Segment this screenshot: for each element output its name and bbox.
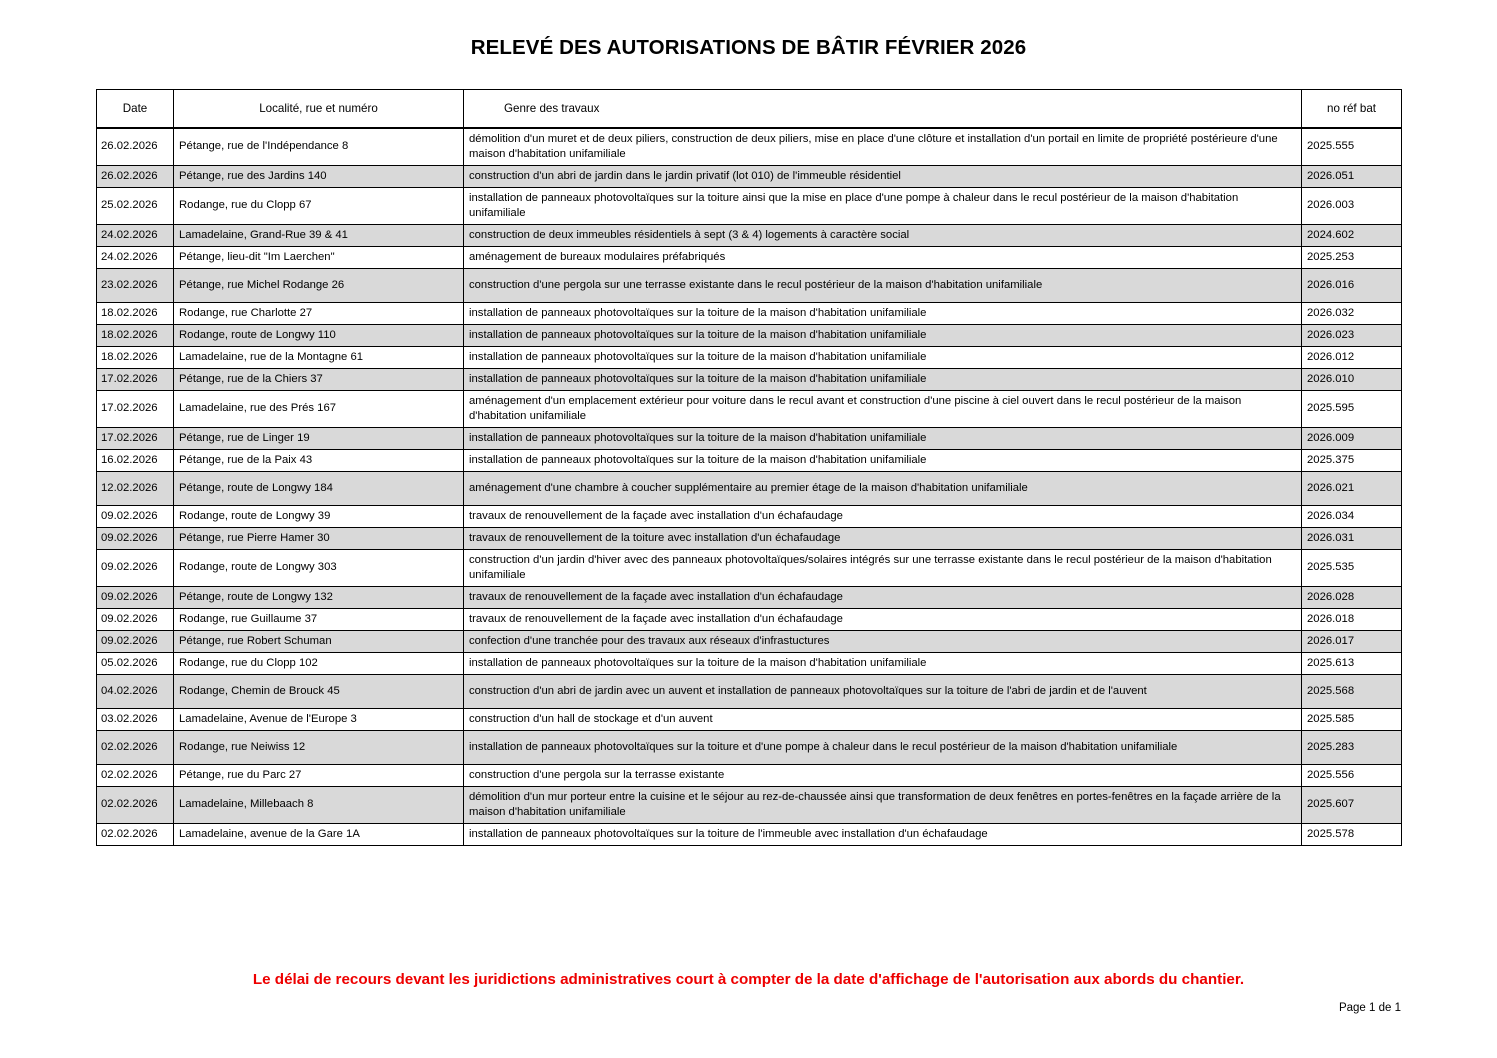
- table-row: [97, 471, 1402, 505]
- cell-reference: 2026.051: [1302, 165, 1402, 187]
- cell-date: 24.02.2026: [97, 224, 174, 246]
- cell-works: construction d'un abri de jardin avec un auvent et installation de panneaux photovoltaïques sur la toiture de l'abri de jardin et de l'auvent: [464, 674, 1302, 708]
- cell-locality: Pétange, rue de la Chiers 37: [174, 368, 464, 390]
- cell-date: 17.02.2026: [97, 390, 174, 427]
- column-header-date: Date: [97, 90, 174, 128]
- cell-reference: 2026.028: [1302, 586, 1402, 608]
- table-header: [97, 90, 1402, 128]
- table-row: [97, 268, 1402, 302]
- table-row: [97, 823, 1402, 845]
- table-row: [97, 549, 1402, 586]
- table-header-row: [97, 90, 1402, 128]
- table-row: [97, 586, 1402, 608]
- cell-date: 02.02.2026: [97, 764, 174, 786]
- legal-notice: Le délai de recours devant les juridictions administratives court à compter de la date d'affichage de l'autorisation aux abords du chantier.: [252, 971, 1245, 988]
- cell-locality: Pétange, rue de l'Indépendance 8: [174, 128, 464, 166]
- cell-date: 24.02.2026: [97, 246, 174, 268]
- cell-locality: Rodange, rue Neiwiss 12: [174, 730, 464, 764]
- cell-locality: Rodange, rue Charlotte 27: [174, 302, 464, 324]
- table-row: [97, 427, 1402, 449]
- cell-works: aménagement d'une chambre à coucher supplémentaire au premier étage de la maison d'habitation unifamiliale: [464, 471, 1302, 505]
- cell-date: 09.02.2026: [97, 549, 174, 586]
- cell-reference: 2025.568: [1302, 674, 1402, 708]
- cell-date: 09.02.2026: [97, 505, 174, 527]
- cell-works: construction d'un abri de jardin dans le jardin privatif (lot 010) de l'immeuble résidentiel: [464, 165, 1302, 187]
- cell-date: 26.02.2026: [97, 128, 174, 166]
- cell-reference: 2026.012: [1302, 346, 1402, 368]
- cell-reference: 2026.034: [1302, 505, 1402, 527]
- table-row: [97, 165, 1402, 187]
- cell-works: installation de panneaux photovoltaïques sur la toiture de la maison d'habitation unifamiliale: [464, 652, 1302, 674]
- cell-locality: Pétange, rue du Parc 27: [174, 764, 464, 786]
- cell-reference: 2025.283: [1302, 730, 1402, 764]
- cell-date: 18.02.2026: [97, 346, 174, 368]
- cell-works: installation de panneaux photovoltaïques sur la toiture de la maison d'habitation unifamiliale: [464, 368, 1302, 390]
- cell-reference: 2025.375: [1302, 449, 1402, 471]
- cell-locality: Lamadelaine, Avenue de l'Europe 3: [174, 708, 464, 730]
- table-body: [97, 128, 1402, 846]
- cell-reference: 2026.032: [1302, 302, 1402, 324]
- cell-reference: 2025.607: [1302, 786, 1402, 823]
- cell-date: 02.02.2026: [97, 823, 174, 845]
- cell-locality: Rodange, rue Guillaume 37: [174, 608, 464, 630]
- cell-works: construction d'une pergola sur la terrasse existante: [464, 764, 1302, 786]
- cell-works: confection d'une tranchée pour des travaux aux réseaux d'infrastuctures: [464, 630, 1302, 652]
- page-number: Page 1 de 1: [1338, 1002, 1401, 1014]
- cell-locality: Pétange, lieu-dit "Im Laerchen": [174, 246, 464, 268]
- cell-reference: 2026.023: [1302, 324, 1402, 346]
- table-row: [97, 630, 1402, 652]
- cell-reference: 2026.016: [1302, 268, 1402, 302]
- cell-date: 09.02.2026: [97, 586, 174, 608]
- cell-works: installation de panneaux photovoltaïques sur la toiture de la maison d'habitation unifamiliale: [464, 324, 1302, 346]
- cell-works: démolition d'un muret et de deux piliers, construction de deux piliers, mise en place d'une clôture et installation d'un portail en limite de propriété postérieure d'une maison d'habitation unifamiliale: [464, 128, 1302, 166]
- cell-works: construction de deux immeubles résidentiels à sept (3 & 4) logements à caractère social: [464, 224, 1302, 246]
- cell-reference: 2025.555: [1302, 128, 1402, 166]
- cell-date: 17.02.2026: [97, 427, 174, 449]
- cell-works: aménagement d'un emplacement extérieur pour voiture dans le recul avant et construction d'une piscine à ciel ouvert dans le recul postérieur de la maison d'habitation unifamiliale: [464, 390, 1302, 427]
- cell-locality: Pétange, rue des Jardins 140: [174, 165, 464, 187]
- cell-date: 16.02.2026: [97, 449, 174, 471]
- cell-date: 26.02.2026: [97, 165, 174, 187]
- cell-works: aménagement de bureaux modulaires préfabriqués: [464, 246, 1302, 268]
- cell-locality: Pétange, rue de la Paix 43: [174, 449, 464, 471]
- table-row: [97, 324, 1402, 346]
- permits-table-container: [96, 89, 1401, 846]
- cell-date: 02.02.2026: [97, 730, 174, 764]
- cell-locality: Rodange, Chemin de Brouck 45: [174, 674, 464, 708]
- table-row: [97, 346, 1402, 368]
- column-header-works: Genre des travaux: [464, 90, 1302, 128]
- cell-works: installation de panneaux photovoltaïques sur la toiture de la maison d'habitation unifamiliale: [464, 346, 1302, 368]
- cell-locality: Pétange, route de Longwy 132: [174, 586, 464, 608]
- table-row: [97, 652, 1402, 674]
- cell-date: 18.02.2026: [97, 302, 174, 324]
- table-row: [97, 527, 1402, 549]
- table-row: [97, 224, 1402, 246]
- cell-reference: 2025.535: [1302, 549, 1402, 586]
- table-row: [97, 764, 1402, 786]
- cell-date: 17.02.2026: [97, 368, 174, 390]
- cell-locality: Pétange, route de Longwy 184: [174, 471, 464, 505]
- cell-reference: 2026.031: [1302, 527, 1402, 549]
- cell-reference: 2026.009: [1302, 427, 1402, 449]
- cell-reference: 2025.253: [1302, 246, 1402, 268]
- cell-date: 25.02.2026: [97, 187, 174, 224]
- permits-table: [96, 89, 1402, 846]
- cell-date: 12.02.2026: [97, 471, 174, 505]
- cell-works: démolition d'un mur porteur entre la cuisine et le séjour au rez-de-chaussée ainsi que transformation de deux fenêtres en portes-fenêtres en la façade arrière de la maison d'habitation unifamiliale: [464, 786, 1302, 823]
- cell-reference: 2026.018: [1302, 608, 1402, 630]
- cell-works: travaux de renouvellement de la façade avec installation d'un échafaudage: [464, 608, 1302, 630]
- column-header-locality: Localité, rue et numéro: [174, 90, 464, 128]
- table-row: [97, 708, 1402, 730]
- cell-date: 09.02.2026: [97, 527, 174, 549]
- cell-works: construction d'un jardin d'hiver avec des panneaux photovoltaïques/solaires intégrés sur une terrasse existante dans le recul postérieur de la maison d'habitation unifamiliale: [464, 549, 1302, 586]
- cell-locality: Rodange, rue du Clopp 67: [174, 187, 464, 224]
- cell-locality: Pétange, rue Michel Rodange 26: [174, 268, 464, 302]
- cell-date: 04.02.2026: [97, 674, 174, 708]
- cell-date: 23.02.2026: [97, 268, 174, 302]
- cell-works: installation de panneaux photovoltaïques sur la toiture de la maison d'habitation unifamiliale: [464, 302, 1302, 324]
- cell-locality: Rodange, route de Longwy 303: [174, 549, 464, 586]
- page-title: RELEVÉ DES AUTORISATIONS DE BÂTIR FÉVRIER 2026: [470, 36, 1027, 59]
- cell-date: 09.02.2026: [97, 630, 174, 652]
- cell-reference: 2024.602: [1302, 224, 1402, 246]
- cell-date: 02.02.2026: [97, 786, 174, 823]
- cell-works: installation de panneaux photovoltaïques sur la toiture de la maison d'habitation unifamiliale: [464, 427, 1302, 449]
- cell-works: travaux de renouvellement de la toiture avec installation d'un échafaudage: [464, 527, 1302, 549]
- table-row: [97, 246, 1402, 268]
- cell-locality: Pétange, rue de Linger 19: [174, 427, 464, 449]
- table-row: [97, 449, 1402, 471]
- cell-locality: Lamadelaine, Grand-Rue 39 & 41: [174, 224, 464, 246]
- cell-locality: Lamadelaine, rue de la Montagne 61: [174, 346, 464, 368]
- cell-locality: Lamadelaine, Millebaach 8: [174, 786, 464, 823]
- table-row: [97, 730, 1402, 764]
- table-row: [97, 786, 1402, 823]
- cell-reference: 2026.021: [1302, 471, 1402, 505]
- cell-locality: Rodange, route de Longwy 110: [174, 324, 464, 346]
- cell-reference: 2026.010: [1302, 368, 1402, 390]
- cell-works: installation de panneaux photovoltaïques sur la toiture de l'immeuble avec installation d'un échafaudage: [464, 823, 1302, 845]
- cell-reference: 2025.578: [1302, 823, 1402, 845]
- cell-reference: 2026.017: [1302, 630, 1402, 652]
- table-row: [97, 608, 1402, 630]
- table-row: [97, 674, 1402, 708]
- cell-locality: Lamadelaine, avenue de la Gare 1A: [174, 823, 464, 845]
- cell-reference: 2025.595: [1302, 390, 1402, 427]
- cell-works: construction d'une pergola sur une terrasse existante dans le recul postérieur de la maison d'habitation unifamiliale: [464, 268, 1302, 302]
- cell-reference: 2025.556: [1302, 764, 1402, 786]
- cell-date: 05.02.2026: [97, 652, 174, 674]
- cell-locality: Lamadelaine, rue des Prés 167: [174, 390, 464, 427]
- cell-date: 18.02.2026: [97, 324, 174, 346]
- column-header-reference: no réf bat: [1302, 90, 1402, 128]
- cell-date: 09.02.2026: [97, 608, 174, 630]
- table-row: [97, 187, 1402, 224]
- cell-reference: 2026.003: [1302, 187, 1402, 224]
- table-row: [97, 505, 1402, 527]
- cell-works: installation de panneaux photovoltaïques sur la toiture ainsi que la mise en place d'une pompe à chaleur dans le recul postérieur de la maison d'habitation unifamiliale: [464, 187, 1302, 224]
- table-row: [97, 390, 1402, 427]
- cell-works: installation de panneaux photovoltaïques sur la toiture de la maison d'habitation unifamiliale: [464, 449, 1302, 471]
- cell-works: construction d'un hall de stockage et d'un auvent: [464, 708, 1302, 730]
- cell-date: 03.02.2026: [97, 708, 174, 730]
- cell-locality: Rodange, rue du Clopp 102: [174, 652, 464, 674]
- cell-reference: 2025.613: [1302, 652, 1402, 674]
- cell-works: travaux de renouvellement de la façade avec installation d'un échafaudage: [464, 505, 1302, 527]
- table-row: [97, 302, 1402, 324]
- cell-locality: Pétange, rue Robert Schuman: [174, 630, 464, 652]
- table-row: [97, 128, 1402, 166]
- cell-locality: Pétange, rue Pierre Hamer 30: [174, 527, 464, 549]
- cell-works: travaux de renouvellement de la façade avec installation d'un échafaudage: [464, 586, 1302, 608]
- cell-locality: Rodange, route de Longwy 39: [174, 505, 464, 527]
- table-row: [97, 368, 1402, 390]
- cell-reference: 2025.585: [1302, 708, 1402, 730]
- cell-works: installation de panneaux photovoltaïques sur la toiture et d'une pompe à chaleur dans le recul postérieur de la maison d'habitation unifamiliale: [464, 730, 1302, 764]
